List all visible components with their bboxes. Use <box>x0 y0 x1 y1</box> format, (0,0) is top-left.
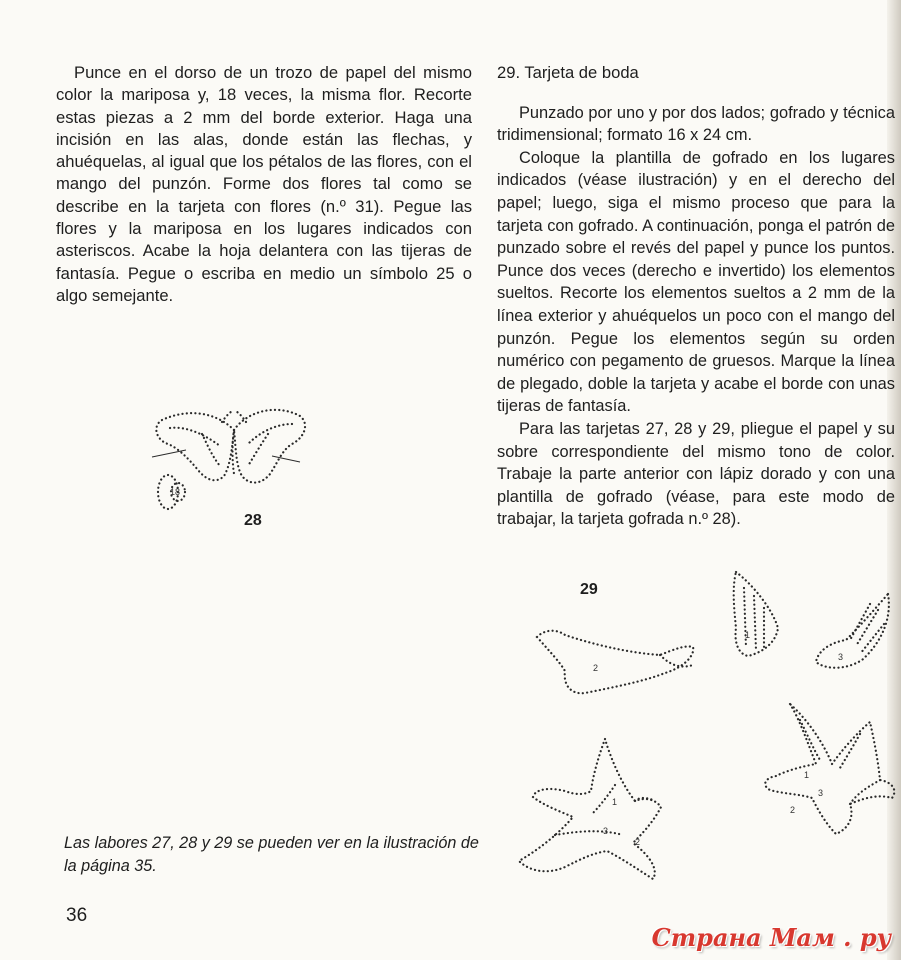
section-heading: 29. Tarjeta de boda <box>497 63 639 82</box>
piece-number-3-left: 3 <box>603 826 609 836</box>
piece-number-2-right: 2 <box>790 805 796 815</box>
piece-number-1-right: 1 <box>804 770 810 780</box>
figure-29-label: 29 <box>580 581 598 598</box>
piece-number-2-left: 2 <box>635 837 641 847</box>
page-number: 36 <box>66 905 88 926</box>
right-column <box>497 62 895 531</box>
butterfly-pattern-figure <box>150 400 320 515</box>
dove-assembled-left-pattern <box>515 735 675 883</box>
left-column <box>56 62 472 307</box>
dove-assembled-right-pattern <box>760 700 900 840</box>
paragraph-procedure: Coloque la plantilla de gofrado en los lugares indicados (véase ilustración) y en el derecho del papel; luego, siga el mismo proceso que para la tarjeta con gofrado. A continuación, ponga el patrón de punzado sobre el revés del papel y punce los puntos. Punce dos veces (derecho e invertido) los elementos sueltos. Recorte los elementos sueltos a 2 mm de la línea exterior y ahuéquelos un poco con el mango del punzón. Pegue los elementos según su orden numérico con pegamento de gruesos. Marque la línea de plegado, doble la tarjeta y acabe el borde con unas tijeras de fantasía. <box>497 148 895 416</box>
flower-number: 18 <box>170 487 181 497</box>
figure-caption: Las labores 27, 28 y 29 se pueden ver en la ilustración de la página 35. <box>64 834 479 875</box>
piece-number-3-right: 3 <box>818 788 824 798</box>
instruction-paragraph: Punce en el dorso de un trozo de papel del mismo color la mariposa y, 18 veces, la misma flor. Recorte estas piezas a 2 mm del borde exterior. Haga una incisión en las alas, donde están las flechas, y ahuéquelas, al igual que los pétalos de las flores, con el mango del punzón. Forme dos flores tal como se describe en la tarjeta con flores (n.º 31). Pegue las flores y la mariposa en los lugares indicados con asteriscos. Acabe la hoja delantera con las tijeras de fantasía. Pegue o escriba en medio un símbolo 25 o algo semejante. <box>56 63 472 305</box>
bird-wing-left-pattern <box>728 568 783 660</box>
bird-body-pattern <box>535 625 700 700</box>
piece-number-1: 1 <box>745 630 751 640</box>
figure-28-label: 28 <box>244 512 262 529</box>
piece-number-1-left: 1 <box>612 797 618 807</box>
paragraph-cards: Para las tarjetas 27, 28 y 29, pliegue el papel y su sobre correspondiente del mismo tono de color. Trabaje la parte anterior con lápiz dorado y con una plantilla de gofrado (véase, para este modo de trabajar, la tarjeta gofrada n.º 28). <box>497 419 895 529</box>
watermark-logo: Страна Мам . ру <box>651 923 891 952</box>
piece-number-2: 2 <box>593 663 599 673</box>
bird-wing-right-pattern <box>812 590 894 675</box>
piece-number-3: 3 <box>838 652 844 662</box>
paragraph-format: Punzado por uno y por dos lados; gofrado y técnica tridimensional; formato 16 x 24 cm. <box>497 103 895 145</box>
